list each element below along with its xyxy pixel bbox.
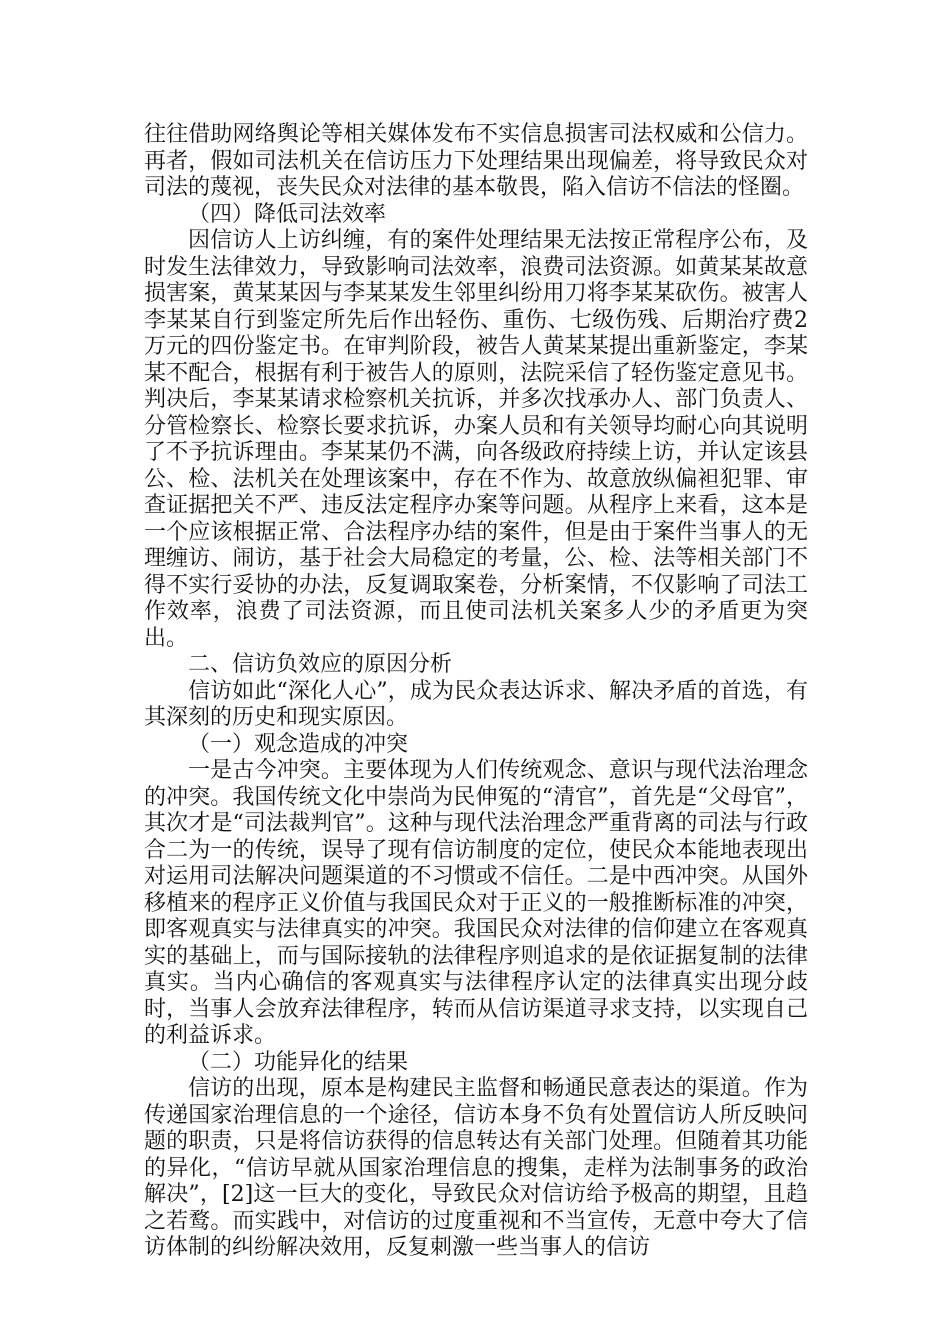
section-heading: （四）降低司法效率	[188, 201, 387, 227]
paragraph: 信访如此“深化人心”，成为民众表达诉求、解决矛盾的首选，有其深刻的历史和现实原因。	[144, 678, 808, 730]
paragraph: 往往借助网络舆论等相关媒体发布不实信息损害司法权威和公信力。再者，假如司法机关在信访压力下处理结果出现偏差，将导致民众对司法的蔑视，丧失民众对法律的基本敬畏，陷入信访不信法的怪圈。	[144, 122, 808, 200]
section-heading: （二）功能异化的结果	[188, 1049, 409, 1075]
document-page	[144, 122, 808, 1262]
paragraph: 信访的出现，原本是构建民主监督和畅通民意表达的渠道。作为传递国家治理信息的一个途径，信访本身不负有处置信访人所反映问题的职责，只是将信访获得的信息转达有关部门处理。但随着其功能的异化，“信访早就从国家治理信息的搜集，走样为法制事务的政治解决”，[2]这一巨大的变化，导致民众对信访给予极高的期望，且趋之若鹜。而实践中，对信访的过度重视和不当宣传，无意中夸大了信访体制的纠纷解决效用，反复刺激一些当事人的信访	[144, 1076, 808, 1260]
section-heading: （一）观念造成的冲突	[188, 731, 409, 757]
paragraph: 一是古今冲突。主要体现为人们传统观念、意识与现代法治理念的冲突。我国传统文化中崇尚为民伸冤的“清官”，首先是“父母官”，其次才是“司法裁判官”。这种与现代法治理念严重背离的司法与行政合二为一的传统，误导了现有信访制度的定位，使民众本能地表现出对运用司法解决问题渠道的不习惯或不信任。二是中西冲突。从国外移植来的程序正义价值与我国民众对于正义的一般推断标准的冲突，即客观真实与法律真实的冲突。我国民众对法律的信仰建立在客观真实的基础上，而与国际接轨的法律程序则追求的是依证据复制的法律真实。当内心确信的客观真实与法律程序认定的法律真实出现分歧时，当事人会放弃法律程序，转而从信访渠道寻求支持，以实现自己的利益诉求。	[144, 758, 808, 1048]
paragraph: 因信访人上访纠缠，有的案件处理结果无法按正常程序公布，及时发生法律效力，导致影响司法效率，浪费司法资源。如黄某某故意损害案，黄某某因与李某某发生邻里纠纷用刀将李某某砍伤。被害人李某某自行到鉴定所先后作出轻伤、重伤、七级伤残、后期治疗费2万元的四份鉴定书。在审判阶段，被告人黄某某提出重新鉴定，李某某不配合，根据有利于被告人的原则，法院采信了轻伤鉴定意见书。判决后，李某某请求检察机关抗诉，并多次找承办人、部门负责人、分管检察长、检察长要求抗诉，办案人员和有关领导均耐心向其说明了不予抗诉理由。李某某仍不满，向各级政府持续上访，并认定该县公、检、法机关在处理该案中，存在不作为、故意放纵偏袒犯罪、审查证据把关不严、违反法定程序办案等问题。从程序上来看，这本是一个应该根据正常、合法程序办结的案件，但是由于案件当事人的无理缠访、闹访，基于社会大局稳定的考量，公、检、法等相关部门不得不实行妥协的办法，反复调取案卷，分析案情，不仅影响了司法工作效率，浪费了司法资源，而且使司法机关案多人少的矛盾更为突出。	[144, 228, 808, 651]
section-heading: 二、信访负效应的原因分析	[188, 652, 453, 677]
